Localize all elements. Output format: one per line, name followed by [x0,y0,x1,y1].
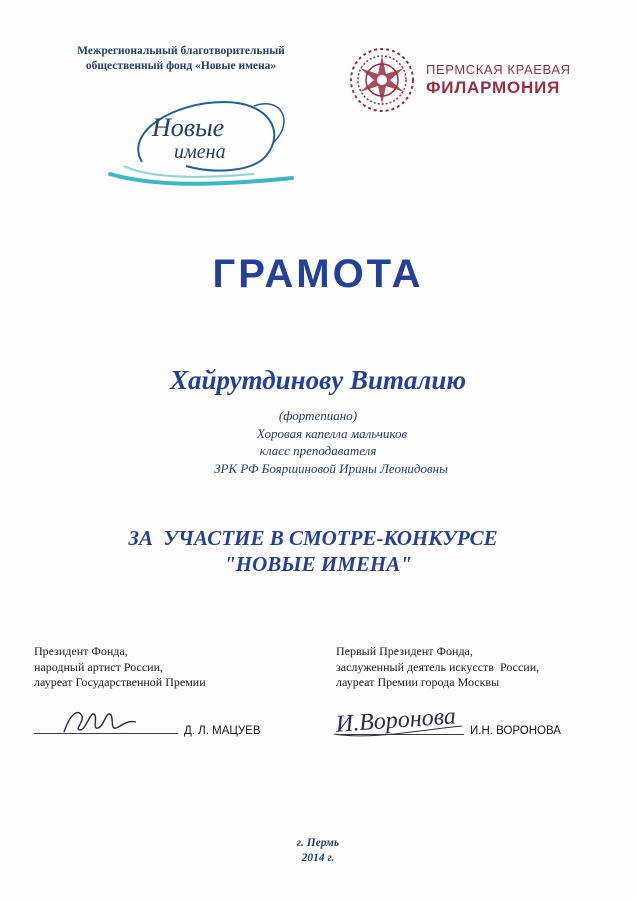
left-signature-line [34,733,178,734]
award-reason-line1: ЗА УЧАСТИЕ В СМОТРЕ-КОНКУРСЕ [128,526,498,550]
left-signatory-titles [34,644,206,691]
philharmonic-logo-icon [348,46,416,114]
details-line: (фортепиано) [278,408,358,423]
right-signature [330,700,470,748]
right-signature-line [336,734,464,735]
signatory-title-line: заслуженный деятель искусств России, [336,659,540,674]
right-signatory-name: И.Н. ВОРОНОВА [470,725,561,737]
footer [0,836,636,866]
right-signatory-titles [336,644,539,691]
fund-name [52,44,310,74]
document-title: ГРАМОТА [212,252,424,296]
footer-city: г. Пермь [296,837,340,849]
svg-text:имена: имена [174,141,226,163]
signatory-title-line: лауреат Премии города Москвы [336,675,500,689]
left-signatory-name: Д. Л. МАЦУЕВ [184,725,261,737]
signatory-title-line: Первый Президент Фонда, [336,644,473,658]
recipient-name: Хайрутдинову Виталию [169,365,467,395]
philharmonic-line1: ПЕРМСКАЯ КРАЕВАЯ [426,62,571,77]
award-reason-line2: "НОВЫЕ ИМЕНА" [224,552,412,576]
signatory-title-line: народный артист России, [34,659,163,674]
recipient-details [0,407,636,477]
fund-name-line1: Межрегиональный благотворительный [77,45,285,57]
signatory-title-line: Президент Фонда, [34,644,128,658]
details-line: Хоровая капелла мальчиков [256,425,408,441]
award-reason [0,525,636,577]
footer-year: 2014 г. [301,852,335,864]
new-names-logo-text: Новые [152,113,225,142]
philharmonic-name [426,62,571,98]
signatory-title-line: лауреат Государственной Премии [34,675,206,689]
fund-name-line2: общественный фонд «Новые имена» [85,60,277,72]
new-names-logo [104,92,294,192]
details-line: ЗРК РФ Бояршиновой Ирины Леонидовны [214,460,448,476]
philharmonic-line2: ФИЛАРМОНИЯ [426,78,561,97]
details-line: класс преподавателя [259,443,377,458]
right-signature-handwriting: И.Воронова [335,703,457,738]
